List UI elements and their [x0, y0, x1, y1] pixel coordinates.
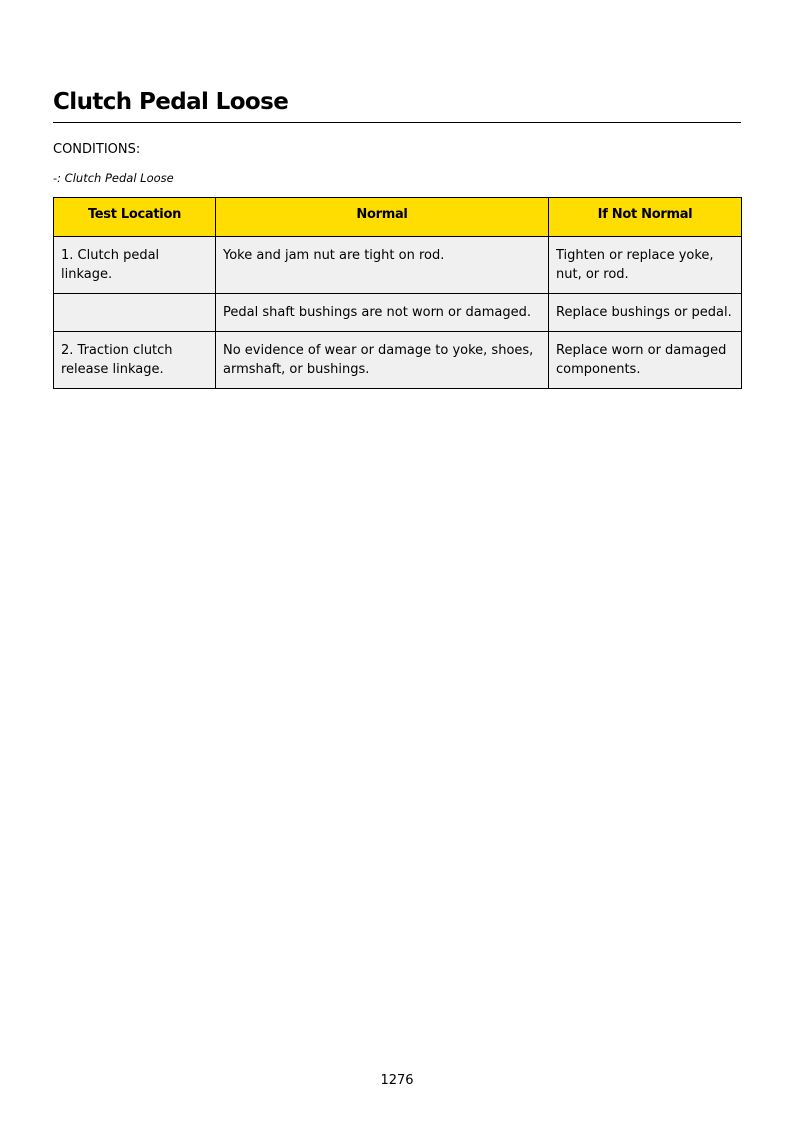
cell-normal: Pedal shaft bushings are not worn or damaged. [216, 294, 549, 332]
header-if-not-normal: If Not Normal [549, 198, 742, 237]
title-divider [53, 122, 741, 123]
cell-test-location: 2. Traction clutch release linkage. [54, 332, 216, 389]
cell-if-not-normal: Tighten or replace yoke, nut, or rod. [549, 237, 742, 294]
condition-item: -: Clutch Pedal Loose [53, 171, 174, 185]
cell-normal: Yoke and jam nut are tight on rod. [216, 237, 549, 294]
cell-normal: No evidence of wear or damage to yoke, shoes, armshaft, or bushings. [216, 332, 549, 389]
table-row [54, 237, 742, 294]
conditions-label: CONDITIONS: [53, 142, 141, 157]
header-test-location: Test Location [54, 198, 216, 237]
page-number: 1276 [380, 1073, 414, 1088]
table-row [54, 332, 742, 389]
cell-if-not-normal: Replace bushings or pedal. [549, 294, 742, 332]
header-normal: Normal [216, 198, 549, 237]
cell-if-not-normal: Replace worn or damaged components. [549, 332, 742, 389]
page-title: Clutch Pedal Loose [53, 89, 289, 115]
cell-test-location: 1. Clutch pedal linkage. [54, 237, 216, 294]
table-row [54, 294, 742, 332]
table-header-row [54, 198, 742, 237]
diagnostic-table [53, 197, 742, 389]
cell-test-location [54, 294, 216, 332]
